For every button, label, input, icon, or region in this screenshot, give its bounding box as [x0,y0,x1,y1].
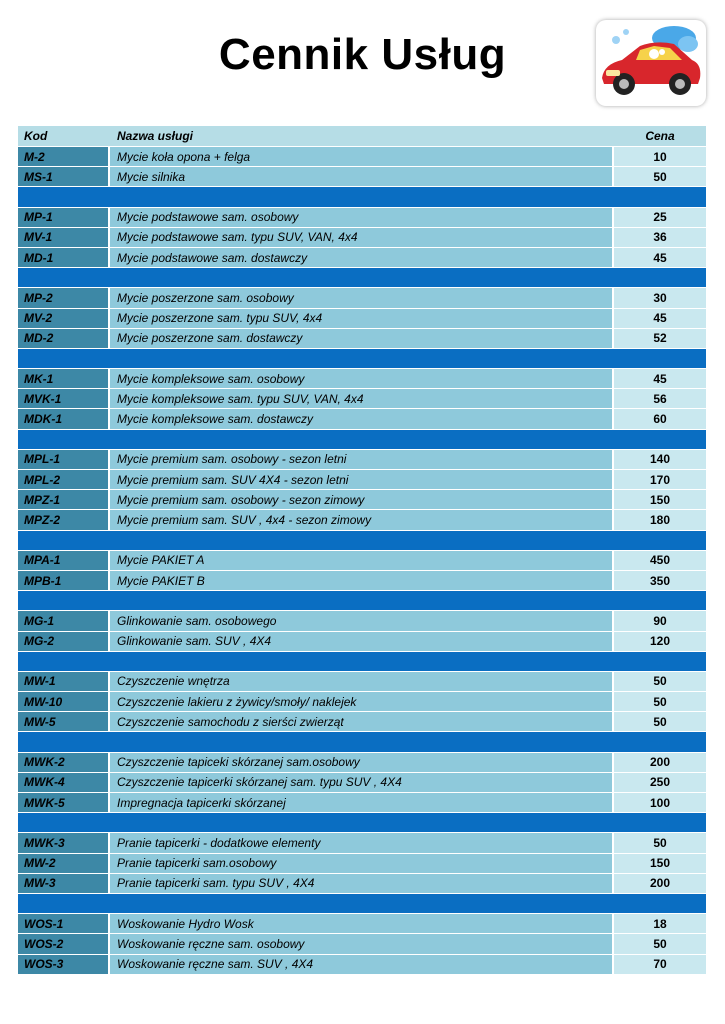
service-name: Woskowanie Hydro Wosk [110,914,614,933]
service-price: 350 [614,571,706,590]
service-name: Mycie premium sam. osobowy - sezon letni [110,450,614,469]
service-code: MW-5 [18,712,110,731]
service-name: Mycie premium sam. osobowy - sezon zimowy [110,490,614,509]
service-code: MV-2 [18,309,110,328]
service-name: Mycie premium sam. SUV 4X4 - sezon letni [110,470,614,489]
service-code: MW-1 [18,672,110,691]
service-name: Czyszczenie tapicerki skórzanej sam. typu SUV , 4X4 [110,773,614,792]
service-name: Pranie tapicerki sam. typu SUV , 4X4 [110,874,614,893]
table-row [18,833,706,853]
service-price: 150 [614,854,706,873]
header-name: Nazwa usługi [117,129,194,143]
service-price: 36 [614,228,706,247]
service-price: 180 [614,510,706,529]
service-price: 18 [614,914,706,933]
table-row [18,167,706,187]
table-row [18,450,706,470]
table-row [18,228,706,248]
table-row [18,147,706,167]
service-code: WOS-1 [18,914,110,933]
service-price: 56 [614,389,706,408]
service-price: 45 [614,309,706,328]
service-price: 170 [614,470,706,489]
service-code: MD-1 [18,248,110,267]
service-name: Mycie podstawowe sam. osobowy [110,208,614,227]
table-row [18,571,706,591]
service-price: 450 [614,551,706,570]
service-name: Mycie kompleksowe sam. typu SUV, VAN, 4x4 [110,389,614,408]
service-price: 150 [614,490,706,509]
service-price: 100 [614,793,706,812]
service-price: 120 [614,632,706,651]
service-code: MK-1 [18,369,110,388]
service-name: Mycie premium sam. SUV , 4x4 - sezon zimowy [110,510,614,529]
table-row [18,409,706,429]
service-name: Czyszczenie wnętrza [110,672,614,691]
service-code: MPA-1 [18,551,110,570]
table-row [18,510,706,530]
service-price: 90 [614,611,706,630]
service-price: 50 [614,833,706,852]
header-price: Cena [645,129,675,143]
service-name: Woskowanie ręczne sam. SUV , 4X4 [110,955,614,974]
service-code: MS-1 [18,167,110,186]
service-code: MPL-1 [18,450,110,469]
service-price: 140 [614,450,706,469]
service-name: Mycie podstawowe sam. typu SUV, VAN, 4x4 [110,228,614,247]
table-row [18,712,706,732]
table-row [18,753,706,773]
table-row [18,369,706,389]
service-name: Pranie tapicerki sam.osobowy [110,854,614,873]
service-price: 52 [614,329,706,348]
service-name: Mycie kompleksowe sam. dostawczy [110,409,614,428]
service-price: 200 [614,874,706,893]
table-row [18,773,706,793]
service-name: Glinkowanie sam. osobowego [110,611,614,630]
service-code: MG-2 [18,632,110,651]
group-separator [18,813,706,833]
service-price: 30 [614,288,706,307]
service-name: Czyszczenie lakieru z żywicy/smoły/ naklejek [110,692,614,711]
service-code: MG-1 [18,611,110,630]
service-code: MPZ-1 [18,490,110,509]
group-separator [18,187,706,207]
service-price: 45 [614,369,706,388]
service-price: 60 [614,409,706,428]
service-code: MWK-4 [18,773,110,792]
service-price: 50 [614,672,706,691]
service-code: MDK-1 [18,409,110,428]
page-title: Cennik Usług [218,30,507,79]
service-name: Impregnacja tapicerki skórzanej [110,793,614,812]
table-row [18,672,706,692]
service-code: MP-1 [18,208,110,227]
service-name: Czyszczenie samochodu z sierści zwierząt [110,712,614,731]
service-code: MW-10 [18,692,110,711]
table-row [18,248,706,268]
service-name: Czyszczenie tapiceki skórzanej sam.osobowy [110,753,614,772]
car-wash-icon [596,20,706,106]
service-name: Mycie PAKIET B [110,571,614,590]
service-code: MPZ-2 [18,510,110,529]
table-row [18,389,706,409]
service-name: Woskowanie ręczne sam. osobowy [110,934,614,953]
service-price: 70 [614,955,706,974]
service-name: Mycie poszerzone sam. typu SUV, 4x4 [110,309,614,328]
service-code: MW-2 [18,854,110,873]
table-row [18,854,706,874]
service-price: 50 [614,692,706,711]
table-header [18,126,706,147]
service-price: 250 [614,773,706,792]
table-row [18,874,706,894]
service-code: MWK-2 [18,753,110,772]
service-price: 50 [614,712,706,731]
table-row [18,955,706,975]
service-price: 50 [614,934,706,953]
table-row [18,208,706,228]
service-code: M-2 [18,147,110,166]
service-price: 45 [614,248,706,267]
table-row [18,692,706,712]
group-separator [18,732,706,752]
service-code: MW-3 [18,874,110,893]
group-separator [18,591,706,611]
table-row [18,611,706,631]
service-code: MD-2 [18,329,110,348]
service-code: MWK-5 [18,793,110,812]
service-code: MPB-1 [18,571,110,590]
table-row [18,793,706,813]
service-name: Mycie poszerzone sam. dostawczy [110,329,614,348]
service-code: WOS-3 [18,955,110,974]
table-row [18,632,706,652]
table-row [18,309,706,329]
group-separator [18,652,706,672]
service-code: MWK-3 [18,833,110,852]
service-code: MVK-1 [18,389,110,408]
header-code: Kod [24,129,48,143]
table-row [18,288,706,308]
service-code: WOS-2 [18,934,110,953]
group-separator [18,349,706,369]
group-separator [18,531,706,551]
service-name: Mycie poszerzone sam. osobowy [110,288,614,307]
price-table [18,126,706,975]
service-price: 200 [614,753,706,772]
table-row [18,329,706,349]
service-code: MV-1 [18,228,110,247]
service-price: 25 [614,208,706,227]
service-price: 50 [614,167,706,186]
service-name: Mycie kompleksowe sam. osobowy [110,369,614,388]
table-row [18,470,706,490]
service-name: Pranie tapicerki - dodatkowe elementy [110,833,614,852]
service-name: Mycie podstawowe sam. dostawczy [110,248,614,267]
table-row [18,551,706,571]
service-name: Mycie PAKIET A [110,551,614,570]
service-code: MPL-2 [18,470,110,489]
table-row [18,490,706,510]
group-separator [18,894,706,914]
service-name: Mycie silnika [110,167,614,186]
table-row [18,914,706,934]
group-separator [18,430,706,450]
table-row [18,934,706,954]
service-price: 10 [614,147,706,166]
service-name: Glinkowanie sam. SUV , 4X4 [110,632,614,651]
service-code: MP-2 [18,288,110,307]
group-separator [18,268,706,288]
logo [596,20,706,106]
service-name: Mycie koła opona + felga [110,147,614,166]
